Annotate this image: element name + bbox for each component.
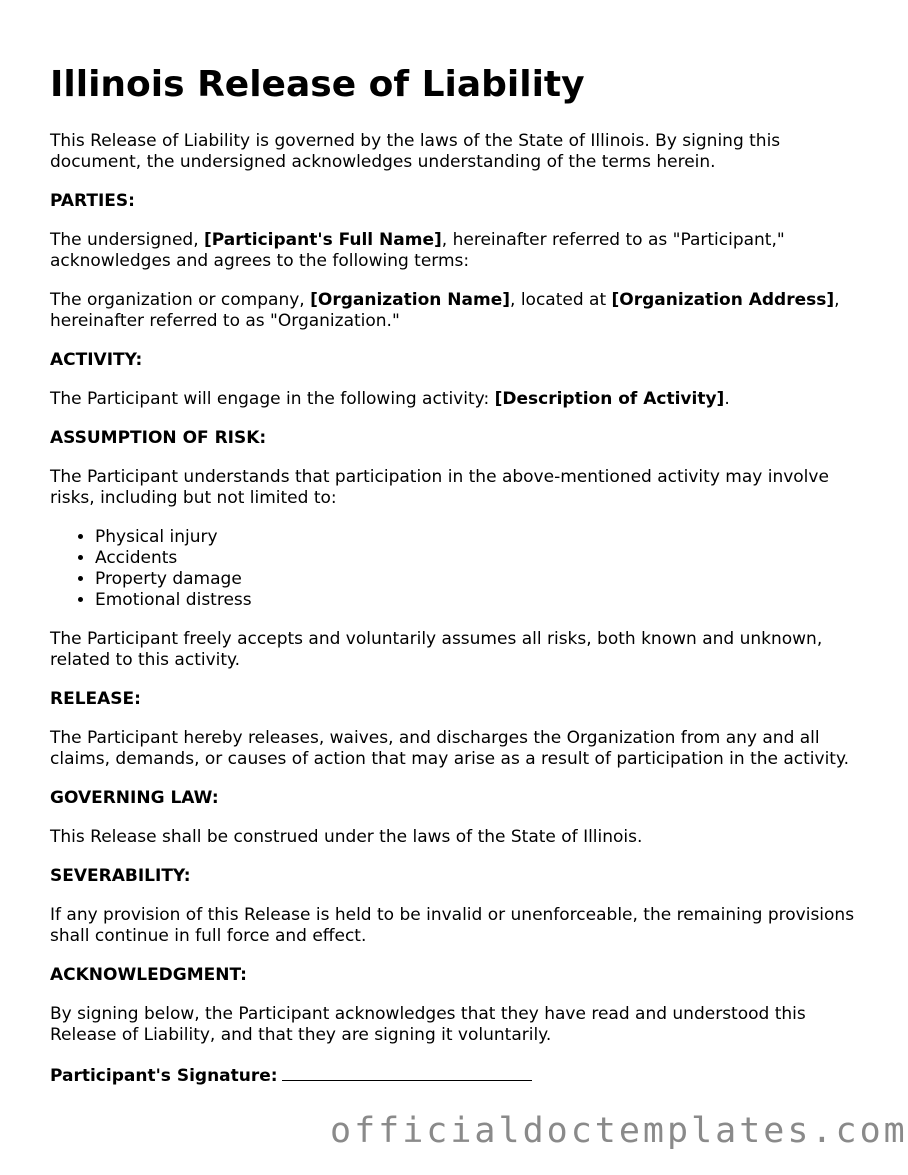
activity-description-placeholder: [Description of Activity] — [494, 389, 725, 409]
parties-heading: PARTIES: — [50, 191, 135, 211]
severability-heading: SEVERABILITY: — [50, 866, 191, 886]
watermark: officialdoctemplates.com — [330, 1111, 908, 1151]
list-item: • Property damage — [95, 569, 870, 590]
parties-participant-paragraph — [50, 230, 870, 272]
acknowledgment-heading: ACKNOWLEDGMENT: — [50, 965, 247, 985]
risk-list — [50, 527, 870, 611]
release-paragraph: The Participant hereby releases, waives, and discharges the Organization from any and all claims, demands, or causes of action that may arise as a result of participation in the activity. — [50, 728, 850, 769]
signature-row — [50, 1064, 870, 1087]
text-span: . — [724, 389, 730, 409]
text-span: The organization or company, — [50, 290, 311, 310]
acknowledgment-paragraph: By signing below, the Participant acknowledges that they have read and understood this Release of Liability, and that they are signing it voluntarily. — [50, 1004, 806, 1045]
text-span: The undersigned, — [50, 230, 205, 250]
list-item: • Accidents — [95, 548, 870, 569]
text-span: , located at — [510, 290, 612, 310]
list-item: • Emotional distress — [95, 590, 870, 611]
document-title: Illinois Release of Liability — [50, 64, 585, 105]
participant-name-placeholder: [Participant's Full Name] — [204, 230, 442, 250]
governing-law-paragraph: This Release shall be construed under the laws of the State of Illinois. — [50, 827, 643, 847]
signature-line[interactable] — [282, 1064, 532, 1081]
organization-address-placeholder: [Organization Address] — [611, 290, 835, 310]
severability-paragraph: If any provision of this Release is held to be invalid or unenforceable, the remaining provisions shall continue in full force and effect. — [50, 905, 855, 946]
text-span: , hereinafter referred to as "Participant," acknowledges and agrees to the following terms: — [50, 230, 785, 271]
text-span: , hereinafter referred to as "Organization." — [50, 290, 840, 331]
intro-paragraph: This Release of Liability is governed by the laws of the State of Illinois. By signing this document, the undersigned acknowledges understanding of the terms herein. — [50, 131, 781, 172]
assumption-intro-paragraph: The Participant understands that participation in the above-mentioned activity may involve risks, including but not limited to: — [50, 467, 829, 508]
governing-law-heading: GOVERNING LAW: — [50, 788, 219, 808]
document-body — [50, 131, 870, 1105]
parties-organization-paragraph — [50, 290, 870, 332]
assumption-heading: ASSUMPTION OF RISK: — [50, 428, 267, 448]
assumption-outro-paragraph: The Participant freely accepts and voluntarily assumes all risks, both known and unknown, related to this activity. — [50, 629, 823, 670]
list-item: • Physical injury — [95, 527, 870, 548]
signature-label: Participant's Signature: — [50, 1066, 278, 1086]
text-span: The Participant will engage in the following activity: — [50, 389, 495, 409]
release-heading: RELEASE: — [50, 689, 141, 709]
activity-heading: ACTIVITY: — [50, 350, 143, 370]
activity-paragraph — [50, 389, 870, 410]
organization-name-placeholder: [Organization Name] — [310, 290, 511, 310]
